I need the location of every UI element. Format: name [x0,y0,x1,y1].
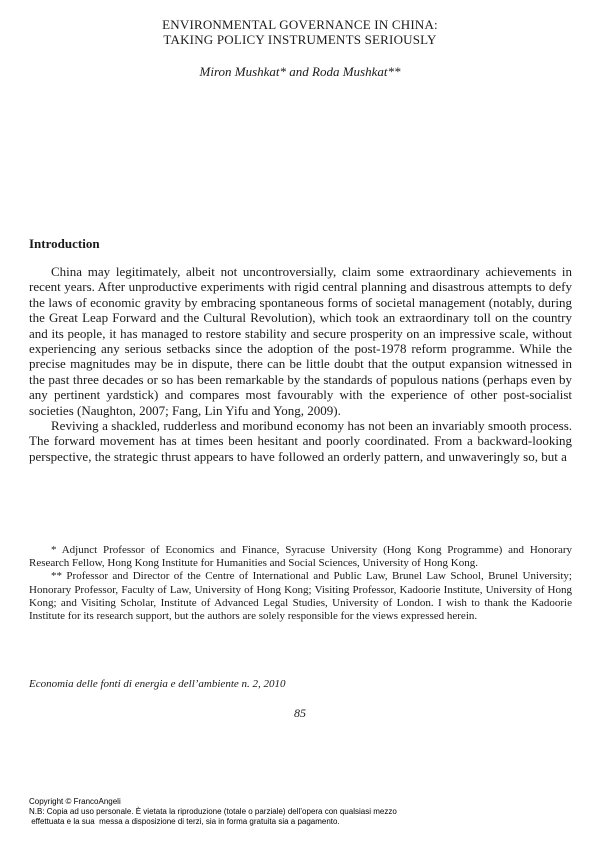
paragraph-2: Reviving a shackled, rudderless and moribund economy has not been an invariably smooth process. The forward movement has at times been hesitant and poorly coordinated. From a backward-looking perspective, the strategic thrust appears to have followed an orderly pattern, and unwaveringly so, but a [29,418,572,464]
footnote-2: ** Professor and Director of the Centre of International and Public Law, Brunel Law School, Brunel University; Honorary Professor, Faculty of Law, University of Hong Kong; Visiting Professor, Kadoorie Institute, University of Hong Kong; and Visiting Scholar, Institute of Advanced Legal Studies, University of London. I wish to thank the Kadoorie Institute for its research support, but the authors are solely responsible for the views expressed herein. [29,570,572,623]
footnote-1: * Adjunct Professor of Economics and Finance, Syracuse University (Hong Kong Programme) and Honorary Research Fellow, Hong Kong Institute for Humanities and Social Sciences, University of Hong Kong. [29,544,572,570]
copyright-line-2: N.B: Copia ad uso personale. È vietata la riproduzione (totale o parziale) dell’opera con qualsiasi mezzo [29,807,397,817]
page-number: 85 [294,706,306,720]
title-line-2: TAKING POLICY INSTRUMENTS SERIOUSLY [163,32,437,47]
title-line-1: ENVIRONMENTAL GOVERNANCE IN CHINA: [162,17,438,32]
copyright-line-1: Copyright © FrancoAngeli [29,797,121,806]
paragraph-1: China may legitimately, albeit not uncontroversially, claim some extraordinary achievements in recent years. After unproductive experiments with rigid central planning and disastrous attempts to defy the laws of economic gravity by embracing spontaneous forms of societal management (notably, during the Great Leap Forward and the Cultural Revolution), which took an extraordinary toll on the country and its people, it has managed to restore stability and secure prosperity on an impressive scale, without experiencing any serious setbacks since the adoption of the post-1978 reform programme. While the precise magnitudes may be in dispute, there can be little doubt that the output expansion witnessed in the past three decades or so has been remarkable by the standards of populous nations (perhaps even by any pertinent yardstick) and compares most favourably with the experience of other post-socialist societies (Naughton, 2007; Fang, Lin Yifu and Yong, 2009). [29,264,572,418]
article-title [0,17,600,47]
copyright-line-3: effettuata e la sua messa a disposizione di terzi, sia in forma gratuita sia a pagamento. [29,817,340,827]
author-line: Miron Mushkat* and Roda Mushkat** [199,64,401,79]
copyright-notice [29,797,589,828]
footnotes [29,544,572,623]
body-text [29,264,572,464]
section-heading: Introduction [29,236,100,251]
journal-citation: Economia delle fonti di energia e dell’ambiente n. 2, 2010 [29,678,286,690]
